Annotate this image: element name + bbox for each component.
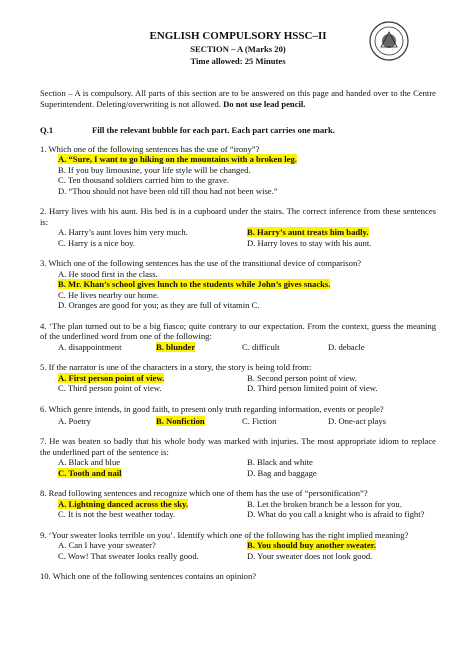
board-seal-icon: [368, 20, 410, 62]
option-b[interactable]: B. blunder: [156, 341, 196, 352]
option-d[interactable]: D. Bag and baggage: [247, 467, 317, 478]
option-c[interactable]: C. He lives nearby our home.: [58, 289, 159, 300]
question-3: [40, 258, 436, 310]
option-a[interactable]: A. He stood first in the class.: [58, 268, 158, 279]
intro-paragraph: [40, 88, 436, 109]
option-d[interactable]: D. “Thou should not have been old till thou had not been wise.”: [58, 185, 278, 196]
q1-heading: [40, 125, 436, 135]
option-b[interactable]: B. If you buy limousine, your life style will be changed.: [58, 164, 251, 175]
question-stem: 6. Which genre intends, in good faith, to present only truth regarding information, events or people?: [40, 403, 384, 414]
option-a[interactable]: A. “Sure, I want to go hiking on the mountains with a broken leg.: [58, 154, 297, 165]
option-a[interactable]: A. disappointment: [58, 341, 122, 352]
question-stem: 1. Which one of the following sentences has the use of “irony”?: [40, 143, 260, 154]
option-a[interactable]: A. Black and blue: [58, 457, 121, 468]
option-b[interactable]: B. Mr. Khan’s school gives lunch to the students while John’s gives snacks.: [58, 279, 331, 290]
intro-text: Section – A is compulsory. All parts of this section are to be answered on this page and handed over to the Centre Superintendent. Deleting/overwriting is not allowed.: [40, 88, 436, 109]
section-label: SECTION – A (Marks 20): [190, 44, 286, 55]
option-b[interactable]: B. Harry’s aunt treats him badly.: [247, 227, 369, 238]
question-stem: 3. Which one of the following sentences has the use of the transitional device of comparison?: [40, 258, 362, 269]
option-b[interactable]: B. Nonfiction: [156, 416, 205, 426]
option-b[interactable]: B. Second person point of view.: [247, 372, 357, 383]
question-stem: 10. Which one of the following sentences contains an opinion?: [40, 571, 257, 582]
option-c[interactable]: C. Harry is a nice boy.: [58, 237, 136, 248]
question-stem: 4. ‘The plan turned out to be a big fiasco; quite contrary to our expectation. From the context, guess the meaning of the underlined word from one of the following:: [40, 320, 436, 342]
option-c[interactable]: C. Ten thousand soldiers carried him to the grave.: [58, 175, 230, 186]
question-stem: 8. Read following sentences and recognize which one of them has the use of “personification”?: [40, 488, 368, 499]
question-6: [40, 404, 436, 427]
intro-warning: Do not use lead pencil.: [223, 98, 306, 109]
option-c[interactable]: C. Third person point of view.: [58, 383, 162, 394]
question-8: [40, 488, 436, 519]
option-a[interactable]: A. Lightning danced across the sky.: [58, 498, 188, 509]
question-2: [40, 206, 436, 248]
option-d[interactable]: D. One-act plays: [328, 416, 386, 426]
option-b[interactable]: B. You should buy another sweater.: [247, 540, 376, 551]
question-stem: 7. He was beaten so badly that his whole body was marked with injuries. The most appropriate idiom to replace the underlined part of the sentence is:: [40, 436, 436, 457]
option-d[interactable]: D. Harry loves to stay with his aunt.: [247, 237, 372, 248]
option-a[interactable]: A. Can I have your sweater?: [58, 540, 156, 551]
option-c[interactable]: C. Wow! That sweater looks really good.: [58, 550, 199, 561]
time-allowed: Time allowed: 25 Minutes: [190, 55, 286, 66]
option-c[interactable]: C. Fiction: [242, 416, 277, 426]
question-stem: 5. If the narrator is one of the characters in a story, the story is being told from:: [40, 362, 312, 373]
question-1: [40, 144, 436, 196]
option-c[interactable]: C. Tooth and nail: [58, 467, 122, 478]
exam-title: ENGLISH COMPULSORY HSSC–II: [149, 30, 327, 42]
option-a[interactable]: A. First person point of view.: [58, 372, 165, 383]
option-d[interactable]: D. Third person limited point of view.: [247, 383, 378, 394]
option-d[interactable]: D. Oranges are good for you; as they are full of vitamin C.: [58, 300, 260, 311]
option-b[interactable]: B. Let the broken branch be a lesson for you.: [247, 498, 402, 509]
question-stem: 9. ‘Your sweater looks terrible on you’. Identify which one of the following has the right implied meaning?: [40, 529, 409, 540]
option-d[interactable]: D. Your sweater does not look good.: [247, 550, 373, 561]
option-d[interactable]: D. What do you call a knight who is afraid to fight?: [247, 509, 425, 520]
option-c[interactable]: C. difficult: [242, 341, 280, 352]
question-7: [40, 436, 436, 478]
option-a[interactable]: A. Poetry: [58, 416, 91, 426]
q1-number: Q.1: [40, 125, 54, 136]
option-d[interactable]: D. debacle: [328, 341, 365, 352]
q1-instruction: Fill the relevant bubble for each part. Each part carries one mark.: [92, 125, 335, 136]
question-10: [40, 571, 436, 581]
question-9: [40, 530, 436, 561]
option-a[interactable]: A. Harry’s aunt loves him very much.: [58, 227, 188, 238]
question-5: [40, 362, 436, 393]
option-c[interactable]: C. It is not the best weather today.: [58, 509, 176, 520]
option-b[interactable]: B. Black and white: [247, 457, 313, 468]
question-4: [40, 321, 436, 352]
question-stem: 2. Harry lives with his aunt. His bed is in a cupboard under the stairs. The correct inference from these sentences is:: [40, 206, 436, 227]
